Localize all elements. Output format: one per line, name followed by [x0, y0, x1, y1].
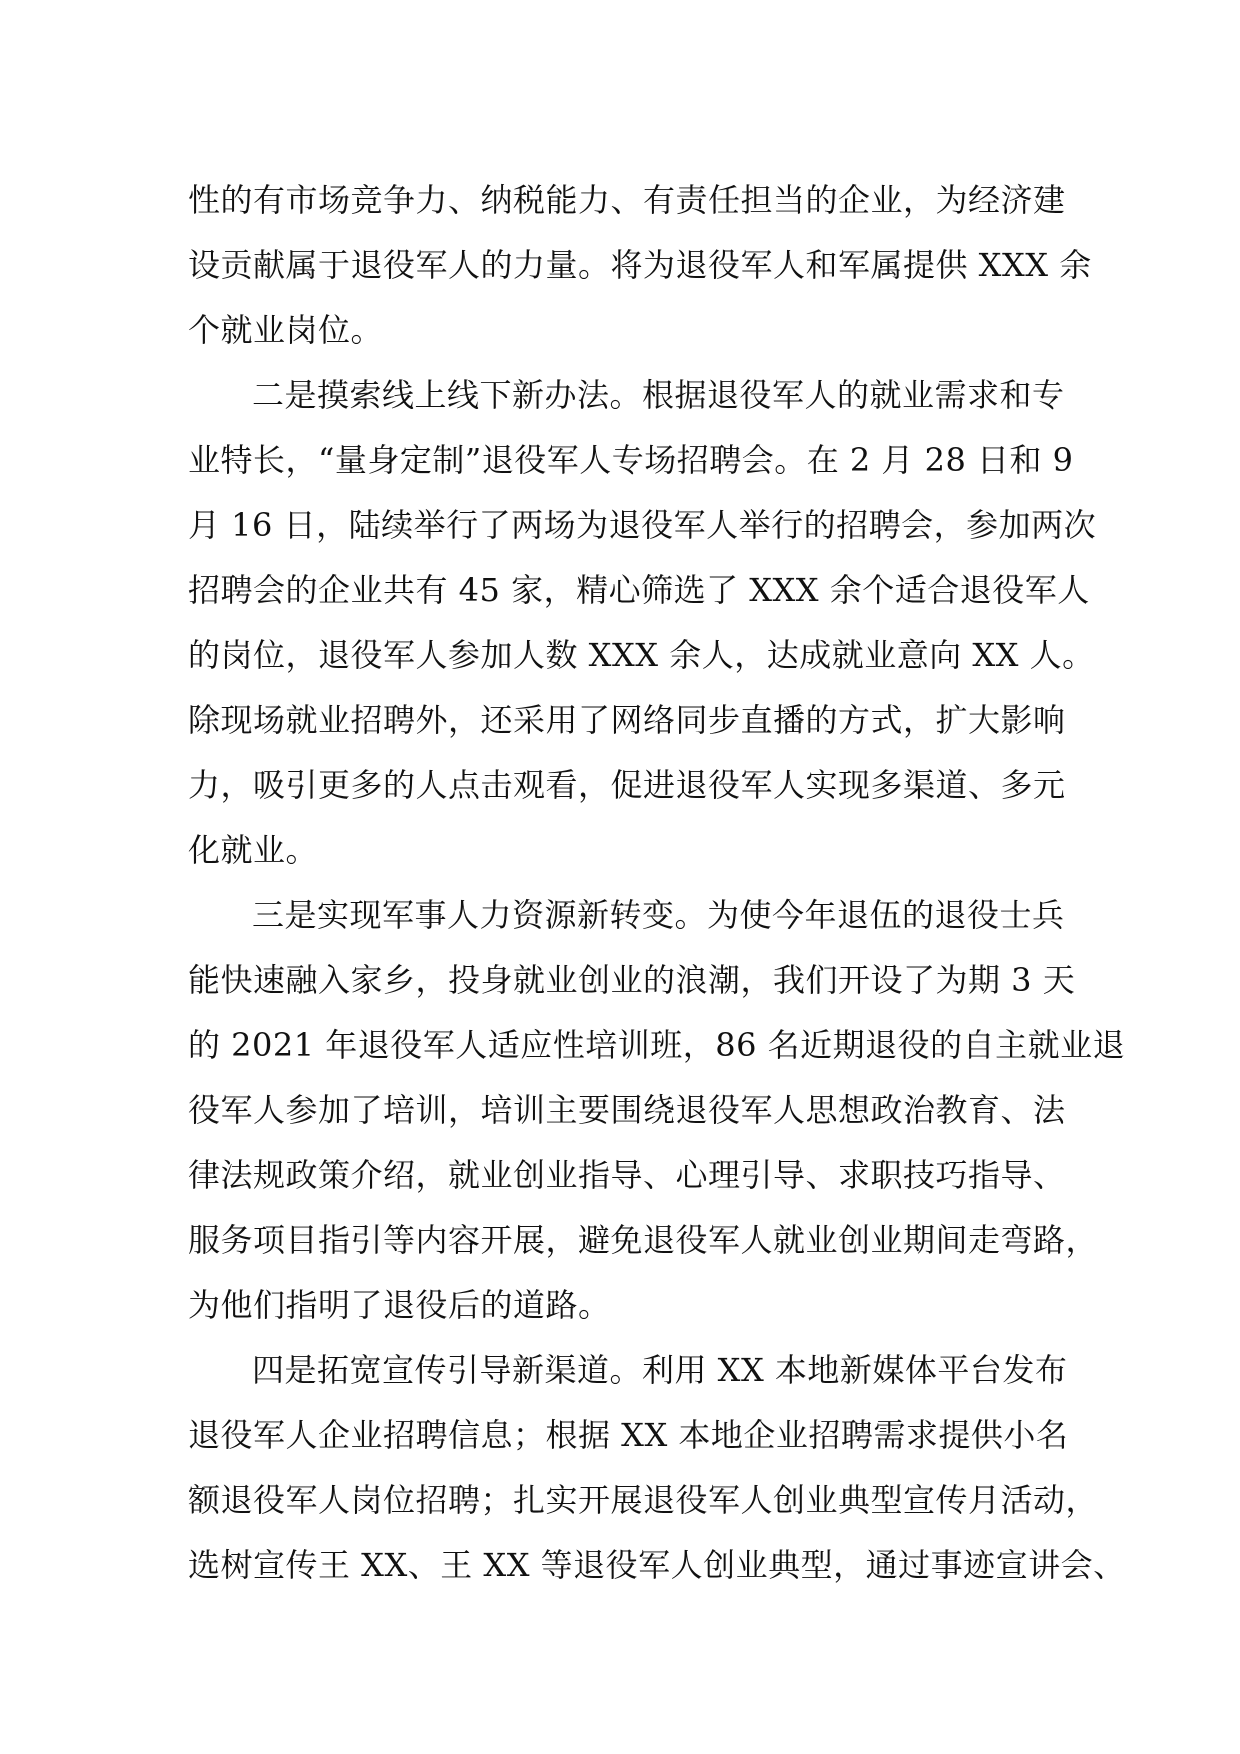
text-line: 二是摸索线上线下新办法。根据退役军人的就业需求和专 [252, 376, 1065, 414]
text-line: 律法规政策介绍，就业创业指导、心理引导、求职技巧指导、 [188, 1156, 1066, 1194]
text-line: 四是拓宽宣传引导新渠道。利用 XX 本地新媒体平台发布 [252, 1351, 1068, 1389]
text-line: 役军人参加了培训，培训主要围绕退役军人思想政治教育、法 [188, 1091, 1066, 1129]
text-line: 服务项目指引等内容开展，避免退役军人就业创业期间走弯路， [188, 1221, 1099, 1259]
text-line: 招聘会的企业共有 45 家，精心筛选了 XXX 余个适合退役军人 [188, 571, 1090, 609]
text-line: 能快速融入家乡，投身就业创业的浪潮，我们开设了为期 3 天 [188, 961, 1076, 999]
text-line: 设贡献属于退役军人的力量。将为退役军人和军属提供 XXX 余 [188, 246, 1092, 284]
text-line: 的 2021 年退役军人适应性培训班，86 名近期退役的自主就业退 [188, 1026, 1126, 1064]
text-line: 月 16 日，陆续举行了两场为退役军人举行的招聘会，参加两次 [188, 506, 1097, 544]
text-line: 除现场就业招聘外，还采用了网络同步直播的方式，扩大影响 [188, 701, 1066, 739]
text-line: 化就业。 [188, 831, 319, 869]
document-body [188, 168, 1126, 1598]
text-line: 额退役军人岗位招聘；扎实开展退役军人创业典型宣传月活动， [188, 1481, 1099, 1519]
text-line: 退役军人企业招聘信息；根据 XX 本地企业招聘需求提供小名 [188, 1416, 1069, 1454]
text-line: 性的有市场竞争力、纳税能力、有责任担当的企业，为经济建 [188, 181, 1066, 219]
text-line: 的岗位，退役军人参加人数 XXX 余人，达成就业意向 XX 人。 [188, 636, 1095, 674]
text-line: 个就业岗位。 [188, 311, 384, 349]
text-line: 选树宣传王 XX、王 XX 等退役军人创业典型，通过事迹宣讲会、 [188, 1546, 1126, 1584]
text-line: 力，吸引更多的人点击观看，促进退役军人实现多渠道、多元 [188, 766, 1066, 804]
text-line: 业特长，“量身定制”退役军人专场招聘会。在 2 月 28 日和 9 [188, 441, 1074, 479]
text-line: 三是实现军事人力资源新转变。为使今年退伍的退役士兵 [252, 896, 1065, 934]
text-line: 为他们指明了退役后的道路。 [188, 1286, 611, 1324]
